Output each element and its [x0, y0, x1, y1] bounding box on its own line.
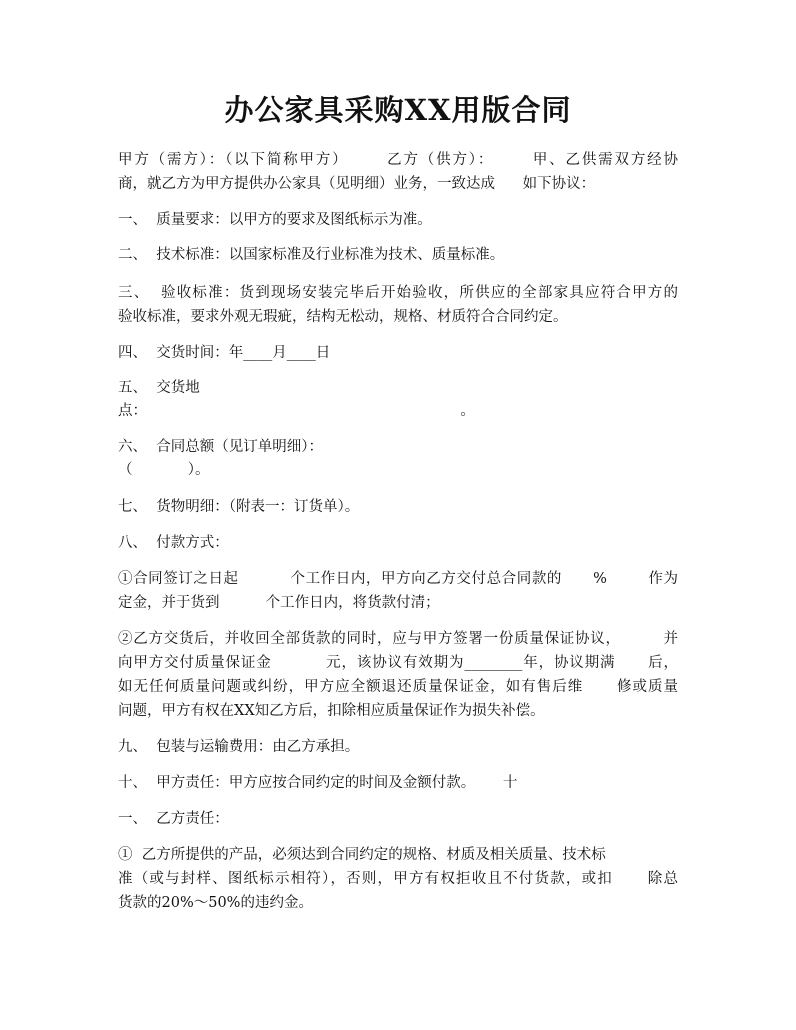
- clause-5-delivery-place: 五、 交货地: [118, 380, 200, 396]
- clause-3-acceptance: 三、 验收标准：货到现场安装完毕后开始验收，所供应的全部家具应符合甲方的: [118, 285, 678, 301]
- paragraph-line: 定金，并于货到 个工作日内，将货款付清；: [118, 595, 440, 611]
- paragraph-line: 甲方（需方）：（以下简称甲方） 乙方（供方）： 甲、乙供需双方经协: [118, 152, 678, 168]
- clause-2-technical-standard: 二、 技术标准：以国家标准及行业标准为技术、质量标准。: [118, 247, 505, 263]
- paragraph-line: 如无任何质量问题或纠纷，甲方应全额退还质量保证金，如有售后维 修或质量: [118, 679, 678, 695]
- clause-7-goods-detail: 七、 货物明细：（附表一：订货单）。: [118, 499, 360, 515]
- clause-11-party-b-duty: 一、 乙方责任：: [118, 811, 229, 827]
- paragraph-line: 准（或与封样、图纸标示相符），否则，甲方有权拒收且不付货款，或扣 除总: [118, 871, 678, 887]
- clause-10-party-a-duty: 十、 甲方责任：甲方应按合同约定的时间及金额付款。 十: [118, 775, 518, 791]
- document-title: 办公家具采购XX用版合同: [224, 93, 572, 127]
- paragraph-line: 点： 。: [118, 403, 475, 419]
- clause-1-quality: 一、 质量要求：以甲方的要求及图纸标示为准。: [118, 212, 432, 228]
- payment-item-2: ②乙方交货后，并收回全部货款的同时，应与甲方签署一份质量保证协议， 并: [118, 631, 678, 647]
- paragraph-line: 货款的20%～50%的违约金。: [118, 895, 313, 911]
- payment-item-1: ①合同签订之日起 个工作日内，甲方向乙方交付总合同款的 % 作为: [118, 571, 678, 587]
- clause-6-contract-total: 六、 合同总额（见订单明细）：: [118, 439, 323, 455]
- clause-9-packaging: 九、 包装与运输费用：由乙方承担。: [118, 739, 360, 755]
- paragraph-line: （ ）。: [118, 462, 210, 478]
- paragraph-line: 问题，甲方有权在XX知乙方后，扣除相应质量保证作为损失补偿。: [118, 703, 545, 719]
- paragraph-line: 向甲方交付质量保证金 元，该协议有效期为________年，协议期满 后，: [118, 655, 678, 671]
- clause-4-delivery-time: 四、 交货时间：年____月____日: [118, 345, 331, 361]
- paragraph-line: 验收标准，要求外观无瑕疵，结构无松动，规格、材质符合合同约定。: [118, 309, 568, 325]
- paragraph-line: 商，就乙方为甲方提供办公家具（见明细）业务，一致达成 如下协议：: [118, 176, 596, 192]
- clause-8-payment: 八、 付款方式：: [118, 535, 229, 551]
- party-b-item-1: ① 乙方所提供的产品，必须达到合同约定的规格、材质及相关质量、技术标: [118, 847, 606, 863]
